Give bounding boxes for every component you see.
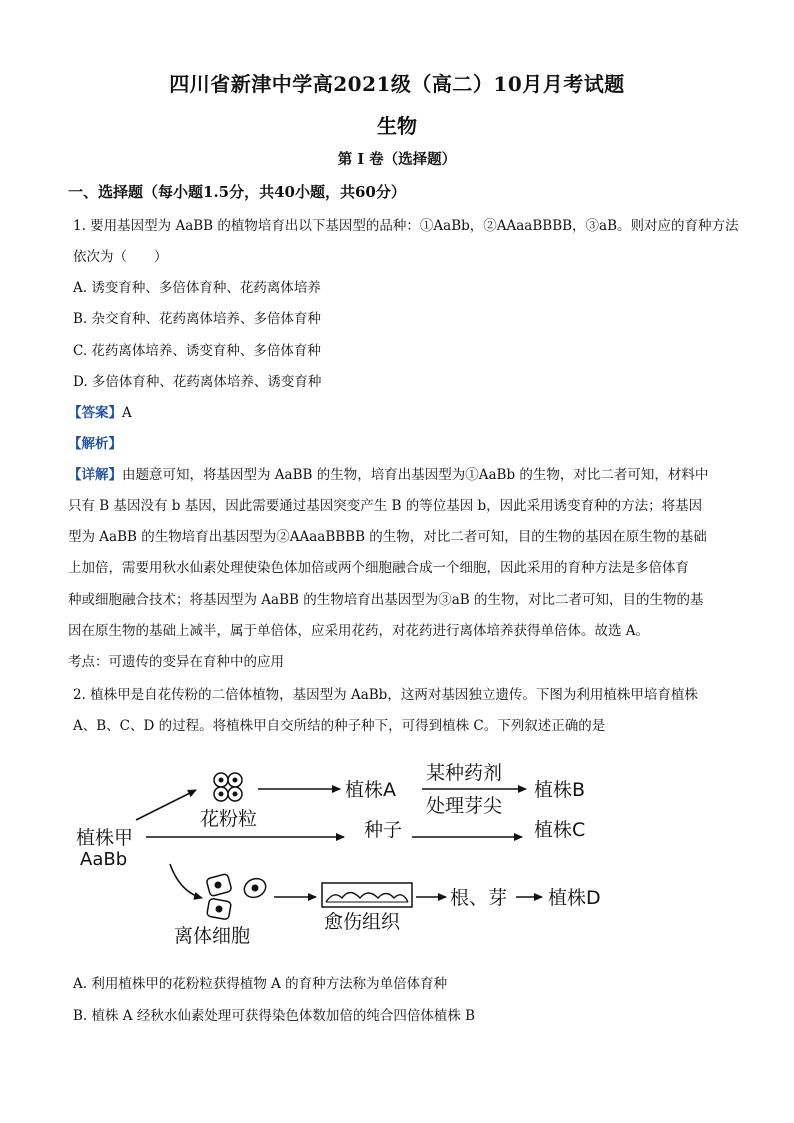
q1-option-d: D. 多倍体育种、花药离体培养、诱变育种 (73, 374, 322, 390)
label-seed: 种子 (364, 819, 403, 841)
q2-stem-line2: A、B、C、D 的过程。将植株甲自交所结的种子种下，可得到植株 C。下列叙述正确的是 (73, 718, 606, 734)
label-plant-d: 植株D (548, 887, 601, 909)
pollen-grains-icon (214, 773, 242, 801)
q1-answer (68, 401, 132, 421)
label-plant-b: 植株B (534, 779, 586, 801)
q1-option-c: C. 花药离体培养、诱变育种、多倍体育种 (73, 343, 321, 359)
q1-stem-line1: 1. 要用基因型为 AaBB 的植物培育出以下基因型的品种：①AaBb，②AAaaBBBB，③aB。则对应的育种方法 (73, 218, 739, 234)
q1-kaodian: 考点：可遗传的变异在育种中的应用 (68, 654, 284, 670)
q1-stem-line2: 依次为（ ） (73, 249, 168, 265)
label-source-plant: 植株甲 (76, 827, 134, 849)
q1-detail-line4: 上加倍，需要用秋水仙素处理使染色体加倍或两个细胞融合成一个细胞，因此采用的育种方法是多倍体育 (68, 560, 689, 576)
q1-detail-line2: 只有 B 基因没有 b 基因，因此需要通过基因突变产生 B 的等位基因 b，因此采用诱变育种的方法；将基因 (68, 498, 703, 514)
label-pollen: 花粉粒 (200, 808, 258, 830)
label-treat-bottom: 处理芽尖 (426, 795, 503, 817)
label-root-bud: 根、芽 (450, 887, 508, 909)
detail-text: 由题意可知，将基因型为 AaBB 的生物，培育出基因型为①AaBb 的生物，对比二者可知，材料中 (122, 467, 709, 483)
q1-detail-line1 (68, 463, 708, 483)
arrow-to-pollen (136, 790, 196, 820)
q1-option-b: B. 杂交育种、花药离体培养、多倍体育种 (73, 311, 322, 327)
label-isolated-cells: 离体细胞 (174, 925, 251, 947)
callus-tissue-icon (322, 883, 412, 907)
label-treat-top: 某种药剂 (426, 762, 503, 784)
q1-detail-line6: 因在原生物的基础上减半，属于单倍体，应采用花药，对花药进行离体培养获得单倍体。故选 A。 (68, 623, 650, 639)
isolated-cells-icon (206, 873, 269, 919)
answer-value: A (122, 405, 132, 421)
q1-detail-line3: 型为 AaBB 的生物培育出基因型为②AAaaBBBB 的生物，对比二者可知，目的生物的基因在原生物的基础 (68, 529, 707, 545)
label-plant-a: 植株A (345, 779, 396, 801)
q2-option-a: A. 利用植株甲的花粉粒获得植物 A 的育种方法称为单倍体育种 (73, 976, 448, 992)
subject-title: 生物 (377, 114, 417, 138)
exam-title: 四川省新津中学高2021级（高二）10月月考试题 (169, 72, 625, 96)
answer-tag: 【答案】 (68, 405, 122, 421)
q2-option-b: B. 植株 A 经秋水仙素处理可获得染色体数加倍的纯合四倍体植株 B (73, 1008, 476, 1024)
label-plant-c: 植株C (534, 819, 586, 841)
detail-tag: 【详解】 (68, 467, 122, 483)
volume-title: 第 I 卷（选择题） (337, 151, 457, 168)
q1-analysis-tag (68, 432, 122, 452)
analysis-tag: 【解析】 (68, 436, 122, 452)
label-callus: 愈伤组织 (324, 911, 401, 933)
q1-detail-line5: 种或细胞融合技术；将基因型为 AaBB 的生物培育出基因型为③aB 的生物，对比二者可知，目的生物的基 (68, 592, 704, 608)
q1-option-a: A. 诱变育种、多倍体育种、花药离体培养 (73, 280, 321, 296)
breeding-diagram (72, 752, 632, 952)
q2-stem-line1: 2. 植株甲是自花传粉的二倍体植物，基因型为 AaBb，这两对基因独立遗传。下图为利用植株甲培育植株 (73, 687, 698, 703)
label-source-genotype: AaBb (80, 849, 128, 870)
arrow-to-cells (170, 864, 202, 898)
section-heading: 一、选择题（每小题1.5分，共40小题，共60分） (68, 183, 406, 201)
